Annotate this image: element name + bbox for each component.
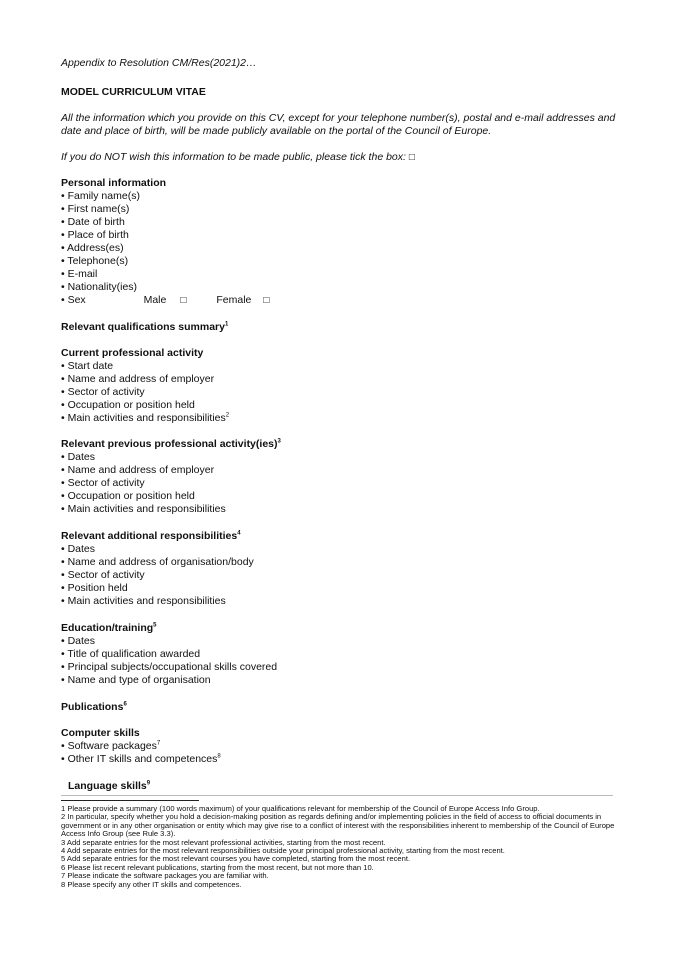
footnote: 7 Please indicate the software packages you are familiar with. (61, 871, 269, 881)
list-item: • Other IT skills and competences$^8$ (61, 753, 221, 766)
list-item: • Telephone(s) (61, 255, 269, 268)
qualifications-title: Relevant qualifications summary$^1$ (61, 321, 229, 333)
list-item: • Dates (61, 635, 277, 648)
list-item: • Name and address of employer (61, 464, 281, 477)
footnote-ref: 2 (225, 412, 230, 419)
list-item: • Name and address of organisation/body (61, 556, 254, 569)
education-section (61, 622, 277, 687)
personal-section (61, 177, 269, 307)
footnote: 4 Add separate entries for the most relevant responsibilities outside your principal professional activity, starting from the most recent. (61, 846, 505, 856)
current-title: Current professional activity (61, 347, 204, 359)
intro-text: All the information which you provide on this CV, except for your telephone number(s), postal and e-mail addresses and date and place of birth, will be made publicly available on the portal of the Council of Europe. (61, 112, 616, 137)
personal-title: Personal information (61, 177, 167, 189)
divider (61, 795, 613, 796)
footnote-ref: 7 (156, 740, 161, 747)
publications-title: Publications$^6$ (61, 701, 127, 713)
document-title: MODEL CURRICULUM VITAE (61, 86, 206, 98)
sex-row (61, 294, 269, 307)
footnote: 5 Add separate entries for the most relevant courses you have completed, starting from the most recent. (61, 854, 411, 864)
list-item: • Date of birth (61, 216, 269, 229)
previous-section (61, 438, 281, 516)
list-item: • Occupation or position held (61, 490, 281, 503)
footnote-ref: 5 (153, 622, 157, 629)
list-item: • Name and address of employer (61, 373, 229, 386)
footnote-rule (61, 800, 199, 801)
list-item: • Sector of activity (61, 386, 229, 399)
list-item: • Position held (61, 582, 254, 595)
list-item: • Occupation or position held (61, 399, 229, 412)
female-label: Female (216, 294, 252, 306)
list-item: • Main activities and responsibilities$^2$ (61, 412, 229, 425)
footnotes (61, 805, 621, 889)
personal-list (61, 190, 269, 307)
publish-optout-checkbox[interactable]: □ (408, 152, 415, 163)
footnote: 8 Please specify any other IT skills and competences. (61, 879, 242, 889)
list-item: • Start date (61, 360, 229, 373)
current-section (61, 347, 229, 425)
education-title: Education/training$^5$ (61, 622, 157, 634)
footnote: 2 In particular, specify whether you hold a decision-making position as regards defining and/or implementing policies in the field of access to official documents in government or in any other organisation or entity which may give rise to a conflict of interest with the responsibilities inherent to membership of the Council of Europe Access Info Group (see Rule 3.3). (61, 812, 615, 839)
list-item: • First name(s) (61, 203, 269, 216)
list-item: • Name and type of organisation (61, 674, 277, 687)
footnote-ref: 1 (224, 321, 229, 328)
male-label: Male (143, 294, 167, 306)
footnote-ref: 6 (123, 701, 127, 708)
additional-section (61, 530, 254, 608)
list-item: • Main activities and responsibilities (61, 503, 281, 516)
list-item: • Place of birth (61, 229, 269, 242)
additional-title: Relevant additional responsibilities$^4$ (61, 530, 241, 542)
footnote-ref: 8 (217, 753, 221, 760)
list-item: • Dates (61, 451, 281, 464)
appendix-line: Appendix to Resolution CM/Res(2021)2… (61, 57, 257, 69)
tick-prompt (61, 151, 415, 164)
list-item: • Nationality(ies) (61, 281, 269, 294)
language-title: Language skills$^9$ (68, 780, 151, 792)
footnote-ref: 3 (277, 438, 281, 445)
list-item: • Sector of activity (61, 477, 281, 490)
list-item: • Family name(s) (61, 190, 269, 203)
footnote-ref: 9 (146, 780, 151, 787)
tick-prompt-text: If you do NOT wish this information to be made public, please tick the box: (61, 151, 409, 163)
list-item: • Principal subjects/occupational skills covered (61, 661, 277, 674)
footnote: 3 Add separate entries for the most relevant professional activities, starting from the most recent. (61, 837, 386, 847)
sex-label: Sex (67, 294, 86, 306)
footnote-ref: 4 (237, 530, 241, 537)
list-item: • Software packages$^7$ (61, 740, 221, 753)
list-item: • Title of qualification awarded (61, 648, 277, 661)
footnote: 1 Please provide a summary (100 words maximum) of your qualifications relevant for membership of the Council of Europe Access Info Group. (61, 804, 540, 813)
footnote: 6 Please list recent relevant publications, starting from the most recent, but not more than 10. (61, 862, 374, 872)
list-item: • Address(es) (61, 242, 269, 255)
computer-section (61, 727, 221, 766)
list-item: • Sector of activity (61, 569, 254, 582)
previous-title: Relevant previous professional activity(ies)$^3$ (61, 438, 281, 450)
list-item: • E-mail (61, 268, 269, 281)
male-checkbox[interactable]: □ (180, 295, 187, 306)
female-checkbox[interactable]: □ (263, 295, 270, 306)
computer-title: Computer skills (61, 727, 140, 739)
list-item: • Main activities and responsibilities (61, 595, 254, 608)
list-item: • Dates (61, 543, 254, 556)
